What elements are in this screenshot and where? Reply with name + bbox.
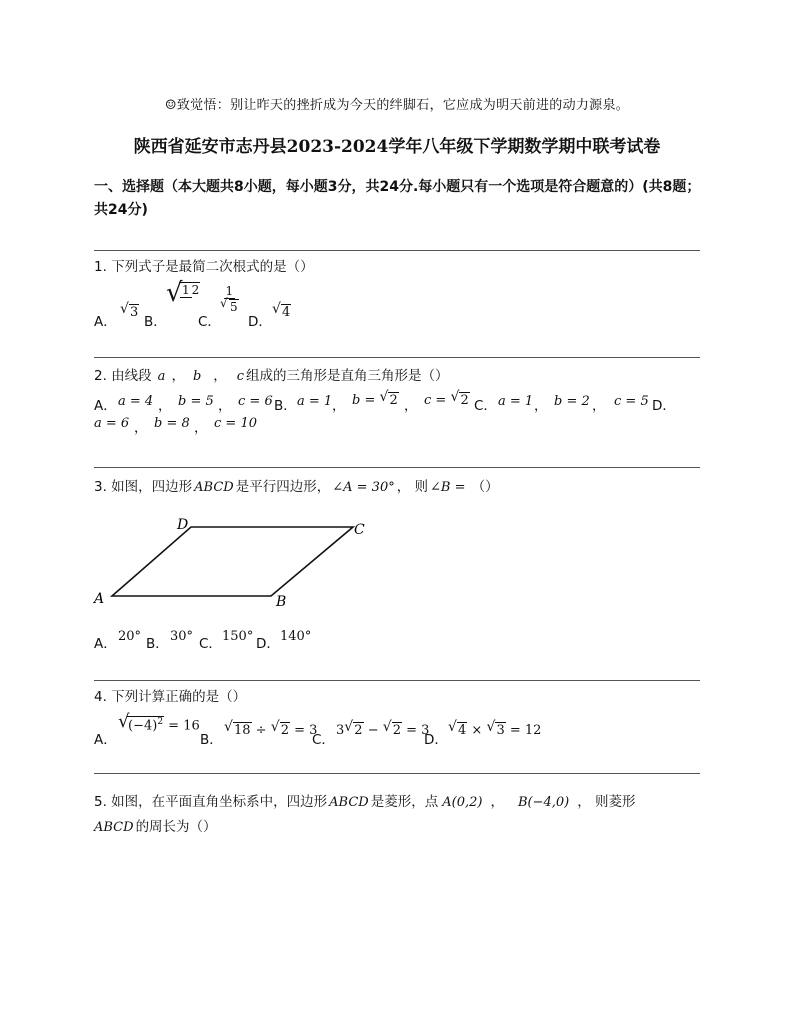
q2-option-a-label: A． [94,398,117,414]
q2-d-2: b = 8 [154,416,190,431]
q2-sep: ， [218,398,232,414]
q2-b-1: a = 1 [297,394,333,409]
q1-option-c-label: C． [198,314,221,330]
q2-a-2: b = 5 [178,394,214,409]
q4-option-c-label: C． [312,732,335,748]
q2-c-2: b = 2 [554,394,590,409]
q2-sep: ， [332,398,346,414]
q2-d-1: a = 6 [94,416,130,431]
q2-options [94,389,704,436]
q3-option-b-value: 30° [170,629,194,644]
q1-option-d-label: D． [248,314,272,330]
vertex-label-b: B [276,594,287,610]
q1-option-a-math: √ 3 [120,301,139,320]
q3-option-d-value: 140° [280,629,312,644]
parallelogram-figure [88,512,378,612]
q2-sep: ， [158,398,172,414]
q2-option-c-label: C． [474,398,497,414]
q3-option-b-label: B． [146,636,169,652]
motto-line: ☺致觉悟：别让昨天的挫折成为今天的绊脚石，它应成为明天前进的动力源泉。 [164,98,630,113]
q3-stem: 3. 如图，四边形 ABCD 是平行四边形， ∠A = 30° ， 则 ∠B = （） [94,479,499,495]
q3-options [94,630,394,654]
q4-option-a-label: A． [94,732,117,748]
divider-q1 [94,250,700,251]
q4-option-d-label: D． [424,732,448,748]
q4-option-b-label: B． [200,732,223,748]
q4-option-c-math: 3 √ 2 − √ 2 = 3 [336,719,430,738]
parallelogram-shape [112,527,353,596]
section-heading: 一、选择题（本大题共8小题，每小题3分，共24分.每小题只有一个选项是符合题意的）(共8题；共24分) [94,179,701,218]
q1-option-c-math: 1 √ 5 [220,284,238,314]
q5-stem-line2: ABCD 的周长为（） [94,819,217,835]
q2-sep: ， [404,398,418,414]
q3-option-d-label: D． [256,636,280,652]
divider-q3 [94,467,700,468]
divider-q4 [94,680,700,681]
q2-stem: 2. 由线段 a ， b ， c 组成的三角形是直角三角形是（） [94,368,449,384]
q2-c-1: a = 1 [498,394,534,409]
q1-option-a-label: A． [94,314,117,330]
q1-option-d-math: √ 4 [272,301,291,320]
q2-sep: ， [534,398,548,414]
q2-d-3: c = 10 [214,416,257,431]
q4-option-d-math: √ 4 × √ 3 = 12 [448,719,542,738]
q2-a-1: a = 4 [118,394,154,409]
divider-q5 [94,773,700,774]
exam-title: 陕西省延安市志丹县2023-2024学年八年级下学期数学期中联考试卷 [133,137,661,157]
q2-b-2: b = √ 2 [352,389,398,408]
vertex-label-d: D [177,517,189,533]
vertex-label-a: A [94,591,105,607]
q4-options [94,712,554,746]
q3-option-a-label: A． [94,636,117,652]
q2-a-3: c = 6 [238,394,273,409]
q1-option-b-label: B． [144,314,167,330]
q4-stem: 4. 下列计算正确的是（） [94,689,247,705]
q2-b-3: c = √ 2 [424,389,469,408]
q3-option-c-label: C． [199,636,222,652]
q1-option-b-math: √ 1 2 [166,278,200,308]
q2-sep: ， [134,420,148,436]
q3-option-c-value: 150° [222,629,254,644]
q5-stem-line1: 5. 如图，在平面直角坐标系中，四边形 ABCD 是菱形，点 A(0,2) ， B(−4,0) ， 则菱形 [94,794,636,810]
q2-sep: ， [194,420,208,436]
q2-option-b-label: B． [274,398,297,414]
q4-option-b-math: √ 18 ÷ √ 2 = 3 [224,719,318,738]
q1-stem: 1. 下列式子是最简二次根式的是（） [94,259,314,275]
vertex-label-c: C [354,522,365,538]
q3-option-a-value: 20° [118,629,142,644]
q2-option-d-label: D． [652,398,676,414]
q2-c-3: c = 5 [614,394,649,409]
q2-sep: ， [592,398,606,414]
divider-q2 [94,357,700,358]
q4-option-a-math: √ $(-4)^2 = 16$ [118,711,200,734]
q1-options [94,278,514,330]
